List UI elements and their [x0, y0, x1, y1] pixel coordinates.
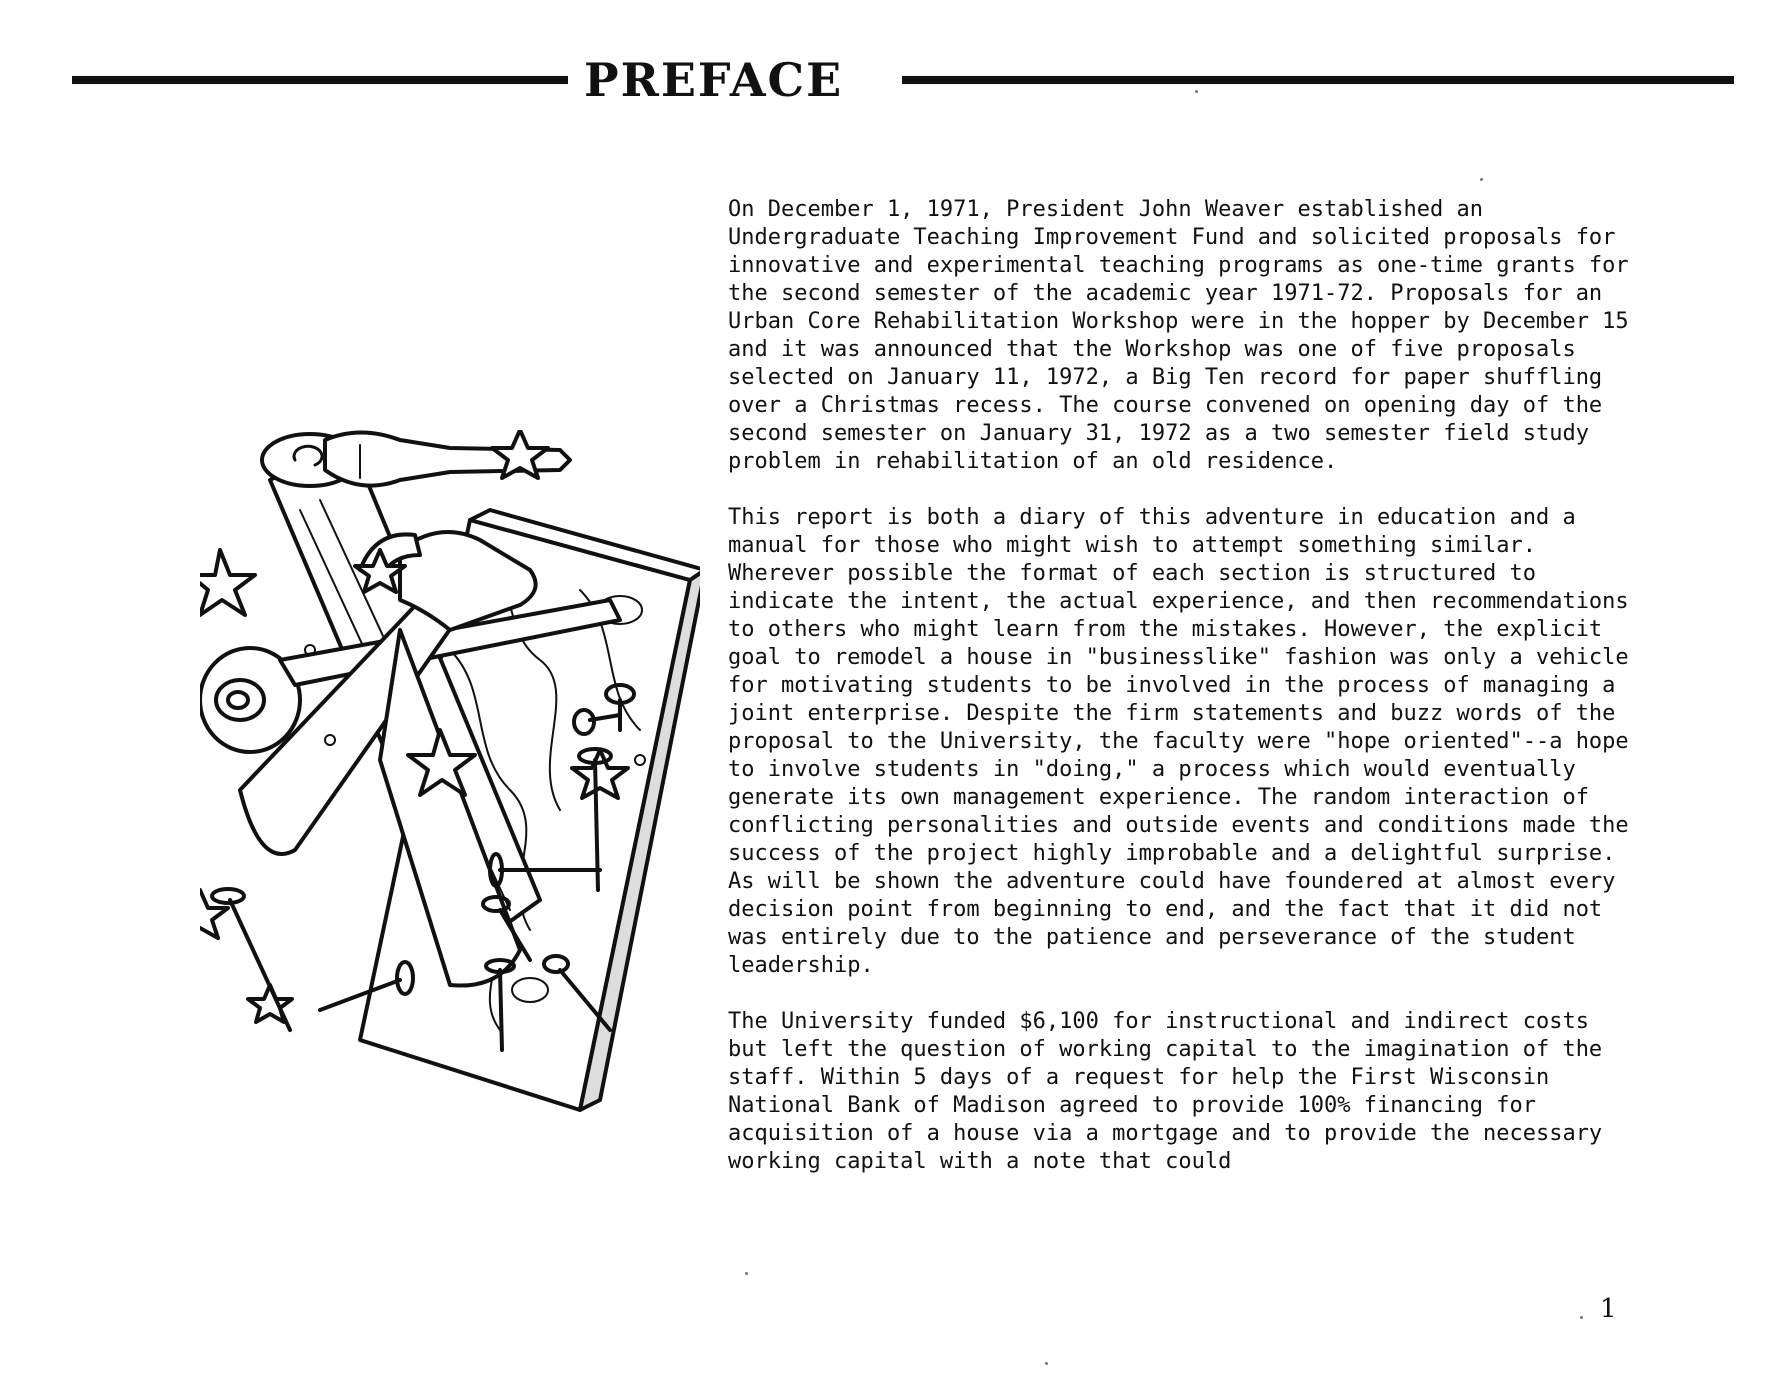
preface-body [728, 196, 1632, 1204]
scan-speck [745, 1272, 748, 1275]
scan-speck [1045, 1362, 1048, 1365]
paragraph: This report is both a diary of this adventure in education and a manual for those who might wish to attempt something similar. Wherever possible the format of each section is structured to indicate the intent, the actual experience, and then recommendations to others who might learn from the mistakes. However, the explicit goal to remodel a house in "businesslike" fashion was only a vehicle for motivating students to be involved in the process of managing a joint enterprise. Despite the firm statements and buzz words of the proposal to the University, the faculty were "hope oriented"--a hope to involve students in "doing," a process which would eventually generate its own management experience. The random interaction of conflicting personalities and outside events and conditions made the success of the project highly improbable and a delightful surprise. As will be shown the adventure could have foundered at almost every decision point from beginning to end, and the fact that it did not was entirely due to the patience and perseverance of the student leadership. [728, 505, 1629, 978]
header-rule-right [902, 76, 1734, 84]
page-header [72, 53, 1734, 107]
paragraph: On December 1, 1971, President John Weaver established an Undergraduate Teaching Improvement Fund and solicited proposals for innovative and experimental teaching programs as one-time grants for the second semester of the academic year 1971-72. Proposals for an Urban Core Rehabilitation Workshop were in the hopper by December 15 and it was announced that the Workshop was one of five proposals selected on January 11, 1972, a Big Ten record for paper shuffling over a Christmas recess. The course convened on opening day of the second semester on January 31, 1972 as a two semester field study problem in rehabilitation of an old residence. [728, 197, 1629, 474]
scan-speck [1580, 1316, 1583, 1319]
scan-speck [1480, 178, 1483, 181]
paragraph: The University funded $6,100 for instructional and indirect costs but left the question of working capital to the imagination of the staff. Within 5 days of a request for help the First Wisconsin National Bank of Madison agreed to provide 100% financing for acquisition of a house via a mortgage and to provide the necessary working capital with a note that could [728, 1009, 1603, 1174]
header-rule-left [72, 76, 568, 84]
tools-illustration-icon [200, 430, 700, 1210]
page-number: 1 [1600, 1294, 1617, 1324]
scan-speck [1195, 90, 1198, 93]
page-title: PREFACE [584, 53, 844, 107]
